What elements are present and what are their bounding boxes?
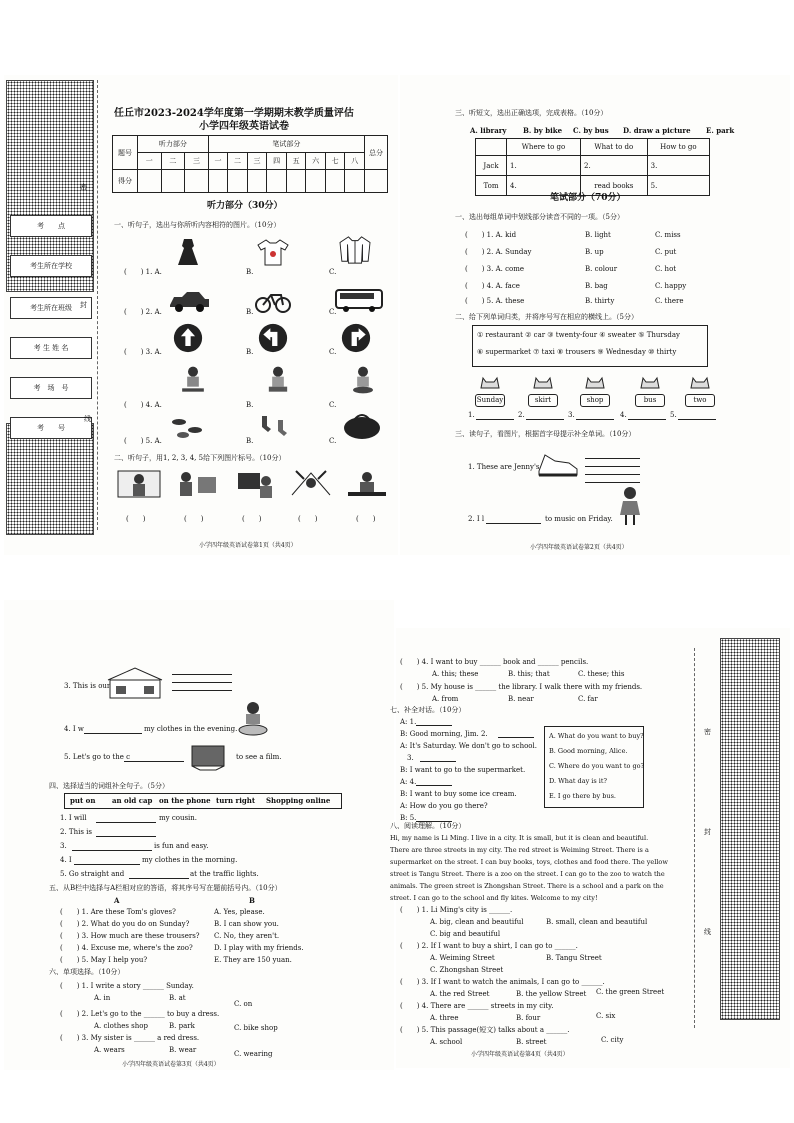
bike-picture <box>254 285 292 315</box>
q2-paren: ( ) <box>298 515 318 523</box>
q6-3-c: C. wearing <box>234 1050 273 1058</box>
reading-q3: ( ) 3. If I want to watch the animals, I can go to ______. <box>400 978 605 986</box>
q4-item-3: 3. <box>60 842 67 850</box>
w1-item-2-a: ( ) 2. A. Sunday <box>465 248 532 256</box>
reading-q4-a: A. three <box>430 1014 459 1022</box>
q6-3-b: B. wear <box>169 1046 197 1054</box>
table-num: 一 <box>208 153 228 170</box>
reading-q2-b: B. Tangu Street <box>546 954 602 962</box>
seal-class: 考生所在班级 <box>10 297 92 319</box>
w3-line <box>172 674 232 675</box>
w1-item-2-b: B. up <box>585 248 604 256</box>
page-2-footer: 小学四年级英语试卷第2页（共4页） <box>530 544 628 551</box>
q6-1-a: A. in <box>94 994 111 1002</box>
w2-blank-5[interactable]: 5. <box>670 411 677 419</box>
sneakers-picture <box>535 445 581 481</box>
w1-item-4-a: ( ) 4. A. face <box>465 282 520 290</box>
q3-th-how: How to go <box>647 139 709 156</box>
w2-words-line-2: ⑥ supermarket ⑦ taxi ⑧ trousers ⑨ Wednesday ⑩ thirty <box>477 348 677 356</box>
phrase-4: turn right <box>216 796 256 805</box>
passage-line-3: supermarket on the street. I can buy books, toys, clothes and food there. The yellow <box>390 858 668 866</box>
listening-q1-title: 一、听句子，选出与你所听内容相符的图片。（10分） <box>114 221 281 229</box>
w3-line <box>172 682 232 683</box>
w1-item-4-c: C. happy <box>655 282 687 290</box>
tshirt-picture <box>254 237 292 267</box>
socks-picture <box>256 410 294 440</box>
q6-5-a: A. from <box>432 695 459 703</box>
w2-blank-1[interactable]: 1. <box>468 411 475 419</box>
q6-2-question: ( ) 2. Let's go to the ______ to buy a dress. <box>60 1010 220 1018</box>
w3-sentence-2: 2. I l <box>468 515 485 523</box>
table-header-writing: 笔试部分 <box>208 136 364 153</box>
writing-q3-title: 三、读句子，看图片，根据首字母提示补全单词。（10分） <box>455 430 636 438</box>
w3-sentence-4: 4. I w <box>64 725 84 733</box>
reading-q4-c: C. six <box>596 1012 616 1020</box>
scene-picture-2 <box>174 467 220 501</box>
q4-item-5: 5. Go straight and <box>60 870 125 878</box>
scene-picture-4 <box>288 467 334 501</box>
reading-q1: ( ) 1. Li Ming's city is ______. <box>400 906 513 914</box>
w2-tag-skirt <box>528 375 558 405</box>
passage-line-5: animals. The green street is Zhongshan Street. There is a school and a park on the <box>390 882 664 890</box>
dialog-blank <box>416 725 452 726</box>
w3-line <box>124 761 184 762</box>
q4-item-2: 2. This is <box>60 828 92 836</box>
scene-picture-5 <box>344 467 390 501</box>
writing-q1-title: 一、选出每组单词中划线部分读音不同的一项。（5分） <box>455 213 624 221</box>
option-b: B. <box>246 348 254 356</box>
w2-blank-4[interactable]: 4. <box>620 411 627 419</box>
q3-th-where: Where to go <box>507 139 581 156</box>
tag-label: skirt <box>528 394 558 407</box>
reading-q1-c: C. big and beautiful <box>430 930 501 938</box>
seal-mi: 密 <box>80 183 87 191</box>
q3-blank[interactable]: 3. <box>647 156 709 176</box>
q6-5-question: ( ) 5. My house is ______ the library. I walk there with my friends. <box>400 683 643 691</box>
q5-a-2: ( ) 2. What do you do on Sunday? <box>60 920 190 928</box>
table-num: 二 <box>161 153 185 170</box>
q3-blank[interactable]: 2. <box>580 156 647 176</box>
w2-tag-bus <box>635 375 665 405</box>
option-c: C. <box>329 308 337 316</box>
w2-words-line-1: ① restaurant ② car ③ twenty-four ④ sweater ⑤ Thursday <box>477 331 680 339</box>
option-b: B. <box>246 401 254 409</box>
listening-heading: 听力部分（30分） <box>207 201 283 211</box>
passage-line-6: street. I can go to the school and fly kites. Welcome to my city! <box>390 894 598 902</box>
cat-icon <box>475 376 505 390</box>
dialog-opt-e: E. I go there by bus. <box>549 792 616 800</box>
dialog-line-1: A: 1. <box>400 718 417 726</box>
writing-heading: 笔试部分（70分） <box>550 193 626 203</box>
q4-item-1: 1. I will <box>60 814 87 822</box>
dialog-opt-b: B. Good morning, Alice. <box>549 747 628 755</box>
phrase-2: an old cap <box>112 796 153 805</box>
page-3-footer: 小学四年级英语试卷第3页（共4页） <box>122 1061 220 1068</box>
q3-opt-e: E. park <box>706 126 735 135</box>
q5-b-1: A. Yes, please. <box>214 908 265 916</box>
q4-line <box>74 864 140 865</box>
dialog-line-4: 3. <box>400 754 414 762</box>
q5-a-3: ( ) 3. How much are these trousers? <box>60 932 200 940</box>
dialog-blank <box>498 737 534 738</box>
exam-page-4 <box>390 628 790 1068</box>
q3-opt-a: A. library <box>470 126 507 135</box>
reading-q4-b: B. four <box>516 1014 541 1022</box>
writing-q2-title: 二、给下列单词归类，并将序号写在相应的横线上。（5分） <box>455 313 638 321</box>
listening-q3-title: 三、听短文，选出正确选项，完成表格。（10分） <box>455 109 608 117</box>
q5-b-5: E. They are 150 yuan. <box>214 956 292 964</box>
q5-b-2: B. I can show you. <box>214 920 279 928</box>
q6-2-b: B. park <box>169 1022 195 1030</box>
reading-q2: ( ) 2. If I want to buy a shirt, I can go to ______. <box>400 942 578 950</box>
exam-page-2 <box>400 75 790 555</box>
option-c: C. <box>329 401 337 409</box>
q6-3-a: A. wears <box>94 1046 125 1054</box>
exam-page-3 <box>4 600 394 1070</box>
q2-paren: ( ) <box>126 515 146 523</box>
q6-5-c: C. far <box>578 695 598 703</box>
reading-q3-a: A. the red Street <box>430 990 490 998</box>
dress-picture <box>169 237 207 267</box>
writing-q6-title: 六、单项选择。（10分） <box>49 968 125 976</box>
q6-5-b: B. near <box>508 695 534 703</box>
writing-q4-title: 四、选择适当的词组补全句子。（5分） <box>49 782 169 790</box>
q2-paren: ( ) <box>184 515 204 523</box>
w2-line <box>628 419 666 420</box>
dialog-line-7: B: I want to buy some ice cream. <box>400 790 517 798</box>
scene-picture-1 <box>116 467 162 501</box>
exam-title: 任丘市2023-2024学年度第一学期期末教学质量评估 <box>114 108 354 119</box>
tag-label: bus <box>635 394 665 407</box>
classroom-picture <box>104 666 166 700</box>
page-4-footer: 小学四年级英语试卷第4页（共4页） <box>471 1051 569 1058</box>
reading-q5: ( ) 5. This passage(短文) talks about a ______. <box>400 1026 570 1034</box>
q3-cell: read books <box>580 176 647 196</box>
seal-dashed-line <box>97 80 98 530</box>
option-b: B. <box>246 268 254 276</box>
reading-q3-c: C. the green Street <box>596 988 665 996</box>
q4-line <box>72 850 152 851</box>
exam-subtitle: 小学四年级英语试卷 <box>199 121 289 132</box>
score-table <box>112 135 388 193</box>
q3-th-what: What to do <box>580 139 647 156</box>
q1-item-2: ( ) 2. A. <box>124 308 162 316</box>
w1-item-1-c: C. miss <box>655 231 681 239</box>
dialog-line-8: A: How do you go there? <box>400 802 488 810</box>
bag-picture <box>340 410 384 440</box>
seal-feng-right: 封 <box>704 828 711 836</box>
listening-q2-title: 二、听句子，用1, 2, 3, 4, 5给下列图片标号。（10分） <box>114 454 286 462</box>
cinema-picture <box>188 742 228 772</box>
writing-q5-title: 五、从B栏中选择与A栏相对应的答语，将其序号写在题前括号内。（10分） <box>49 884 282 892</box>
q6-2-a: A. clothes shop <box>94 1022 148 1030</box>
q1-item-1: ( ) 1. A. <box>124 268 162 276</box>
reading-q1-a: A. big, clean and beautiful <box>430 918 524 926</box>
tag-label: shop <box>580 394 610 407</box>
table-score-label: 得分 <box>113 170 138 193</box>
w1-item-3-c: C. hot <box>655 265 677 273</box>
girl-washing-clothes-picture <box>236 700 270 738</box>
col-a: A <box>114 896 120 905</box>
q3-opt-d: D. draw a picture <box>623 126 691 135</box>
girl-washing-picture <box>344 365 382 395</box>
w2-blank-2[interactable]: 2. <box>518 411 525 419</box>
w1-item-1-b: B. light <box>585 231 611 239</box>
option-c: C. <box>329 268 337 276</box>
seal-school: 考生所在学校 <box>10 255 92 277</box>
exam-page-1 <box>4 75 398 555</box>
seal-strip-pattern-right <box>720 638 780 1020</box>
cat-icon <box>635 376 665 390</box>
w2-tag-shop <box>580 375 610 405</box>
w3-line <box>585 474 640 475</box>
scene-picture-3 <box>232 467 278 501</box>
table-num: 三 <box>247 153 267 170</box>
q6-4-c: C. these; this <box>578 670 625 678</box>
w1-item-2-c: C. put <box>655 248 677 256</box>
w1-item-3-b: B. colour <box>585 265 618 273</box>
w3-line <box>585 482 640 483</box>
phrase-3: on the phone <box>159 796 211 805</box>
w1-item-5-b: B. thirty <box>585 297 615 305</box>
q6-1-c: C. on <box>234 1000 253 1008</box>
w3-line <box>172 690 232 691</box>
tag-label: Sunday <box>475 394 505 407</box>
w3-line <box>486 523 541 524</box>
q6-4-a: A. this; these <box>432 670 479 678</box>
w1-item-5-c: C. there <box>655 297 684 305</box>
dialog-line-2: B: Good morning, Jim. 2. <box>400 730 488 738</box>
seal-xian-right: 线 <box>704 928 711 936</box>
dialog-opt-c: C. Where do you want to go? <box>549 762 645 770</box>
q4-line <box>129 878 189 879</box>
q3-table <box>475 138 710 196</box>
seal-mi-right: 密 <box>704 728 711 736</box>
table-num: 一 <box>138 153 162 170</box>
q4-item-4-tail: my clothes in the morning. <box>142 856 238 864</box>
reading-q2-a: A. Weiming Street <box>430 954 495 962</box>
seal-kaodian: 考 点 <box>10 215 92 237</box>
cat-icon <box>580 376 610 390</box>
q4-item-5-tail: at the traffic lights. <box>190 870 259 878</box>
w1-item-4-b: B. bag <box>585 282 608 290</box>
q3-row-name: Jack <box>476 156 507 176</box>
dialog-line-3: A: It's Saturday. We don't go to school. <box>400 742 537 750</box>
option-c: C. <box>329 348 337 356</box>
table-num: 五 <box>286 153 306 170</box>
bus-picture <box>334 285 384 315</box>
girl-reading-picture <box>259 365 297 395</box>
q1-item-5: ( ) 5. A. <box>124 437 162 445</box>
table-num: 三 <box>185 153 209 170</box>
w2-line <box>678 419 716 420</box>
q5-a-1: ( ) 1. Are these Tom's gloves? <box>60 908 176 916</box>
girl-cleaning-picture <box>174 365 212 395</box>
q1-item-4: ( ) 4. A. <box>124 401 162 409</box>
w3-sentence-5: 5. Let's go to the c <box>64 753 131 761</box>
dialog-line-6: A: 4. <box>400 778 417 786</box>
w3-sentence-3: 3. This is our <box>64 682 111 690</box>
shoes-picture <box>169 410 207 440</box>
phrase-5: Shopping online <box>266 796 331 805</box>
q3-blank[interactable]: 4. <box>507 176 581 196</box>
w2-line <box>476 419 514 420</box>
passage-line-2: There are three streets in my city. The red street is Weiming Street. There is a <box>390 846 649 854</box>
table-header-listening: 听力部分 <box>138 136 209 153</box>
seal-xian: 线 <box>84 415 91 423</box>
turn-left-sign <box>254 323 292 353</box>
cat-icon <box>528 376 558 390</box>
w3-sentence-2-tail: to music on Friday. <box>545 515 613 523</box>
w1-item-5-a: ( ) 5. A. these <box>465 297 525 305</box>
seal-dashed-line-right <box>694 648 695 1028</box>
option-b: B. <box>246 308 254 316</box>
q4-item-3-tail: is fun and easy. <box>154 842 209 850</box>
q2-paren: ( ) <box>356 515 376 523</box>
q5-a-4: ( ) 4. Excuse me, where's the zoo? <box>60 944 193 952</box>
table-num: 八 <box>345 153 365 170</box>
tag-label: two <box>685 394 715 407</box>
writing-q7-title: 七、补全对话。（10分） <box>390 706 466 714</box>
dialog-opt-a: A. What do you want to buy? <box>549 732 644 740</box>
dialog-line-9: B: 5. <box>400 814 417 822</box>
q3-opt-c: C. by bus <box>573 126 609 135</box>
w3-line <box>585 458 640 459</box>
reading-q2-c: C. Zhongshan Street <box>430 966 504 974</box>
cat-icon <box>685 376 715 390</box>
seal-feng: 封 <box>80 301 87 309</box>
q3-opt-b: B. by bike <box>523 126 563 135</box>
w3-sentence-1: 1. These are Jenny's <box>468 463 540 471</box>
shirt-picture <box>336 235 374 265</box>
q3-row-name: Tom <box>476 176 507 196</box>
table-num: 二 <box>228 153 248 170</box>
dialog-blank <box>416 785 452 786</box>
w3-line <box>84 733 142 734</box>
seal-strip-pattern-lower <box>6 423 94 535</box>
dialog-line-5: B: I want to go to the supermarket. <box>400 766 526 774</box>
car-picture <box>167 285 211 315</box>
writing-q8-title: 八、阅读理解。（10分） <box>390 822 466 830</box>
option-c: C. <box>329 437 337 445</box>
w3-line <box>585 466 640 467</box>
w2-tag-two <box>685 375 715 405</box>
phrase-1: put on <box>70 796 96 805</box>
q4-line <box>96 836 156 837</box>
dialog-blank <box>420 761 456 762</box>
q1-item-3: ( ) 3. A. <box>124 348 162 356</box>
q3-blank[interactable]: 1. <box>507 156 581 176</box>
reading-q3-b: B. the yellow Street <box>516 990 587 998</box>
passage-line-4: street is Tangu Street. There is a zoo on the street. I can go to the zoo to watch the <box>390 870 665 878</box>
w1-item-3-a: ( ) 3. A. come <box>465 265 525 273</box>
w2-tag-sunday <box>475 375 505 405</box>
passage-line-1: Hi, my name is Li Ming. I live in a city. It is small, but it is clean and beautiful. <box>390 834 649 842</box>
turn-right-sign <box>337 323 375 353</box>
q6-2-c: C. bike shop <box>234 1024 278 1032</box>
reading-q1-b: B. small, clean and beautiful <box>546 918 648 926</box>
table-num: 六 <box>306 153 326 170</box>
w1-item-1-a: ( ) 1. A. kid <box>465 231 517 239</box>
q4-line <box>96 822 156 823</box>
reading-q5-a: A. school <box>430 1038 463 1046</box>
dialog-opt-d: D. What day is it? <box>549 777 607 785</box>
go-straight-sign <box>169 323 207 353</box>
q4-item-4: 4. I <box>60 856 72 864</box>
reading-q4: ( ) 4. There are ______ streets in my city. <box>400 1002 554 1010</box>
seal-room: 考 场 号 <box>10 377 92 399</box>
page-1-footer: 小学四年级英语试卷第1页（共4页） <box>199 542 297 549</box>
q5-b-4: D. I play with my friends. <box>214 944 304 952</box>
q2-paren: ( ) <box>242 515 262 523</box>
w2-line <box>526 419 564 420</box>
seal-name: 考 生 姓 名 <box>10 337 92 359</box>
w3-sentence-4-tail: my clothes in the evening. <box>144 725 238 733</box>
table-num: 四 <box>267 153 287 170</box>
q5-a-5: ( ) 5. May I help you? <box>60 956 148 964</box>
option-b: B. <box>246 437 254 445</box>
seal-number: 考 号 <box>10 417 92 439</box>
q3-blank[interactable]: 5. <box>647 176 709 196</box>
col-b: B <box>249 896 255 905</box>
q6-3-question: ( ) 3. My sister is ______ a red dress. <box>60 1034 200 1042</box>
q6-1-b: B. at <box>169 994 186 1002</box>
q6-4-b: B. this; that <box>508 670 550 678</box>
reading-q5-b: B. street <box>516 1038 547 1046</box>
table-header-tihao: 题号 <box>113 136 138 170</box>
q6-4-question: ( ) 4. I want to buy ______ book and ______ pencils. <box>400 658 589 666</box>
w2-line <box>576 419 614 420</box>
q5-b-3: C. No, they aren't. <box>214 932 280 940</box>
table-num: 七 <box>325 153 345 170</box>
w2-blank-3[interactable]: 3. <box>568 411 575 419</box>
reading-q5-c: C. city <box>601 1036 624 1044</box>
girl-music-picture <box>615 485 645 529</box>
q6-1-question: ( ) 1. I write a story ______ Sunday. <box>60 982 194 990</box>
table-header-total: 总分 <box>365 136 388 170</box>
q4-item-1-tail: my cousin. <box>159 814 198 822</box>
w3-sentence-5-tail: to see a film. <box>236 753 282 761</box>
